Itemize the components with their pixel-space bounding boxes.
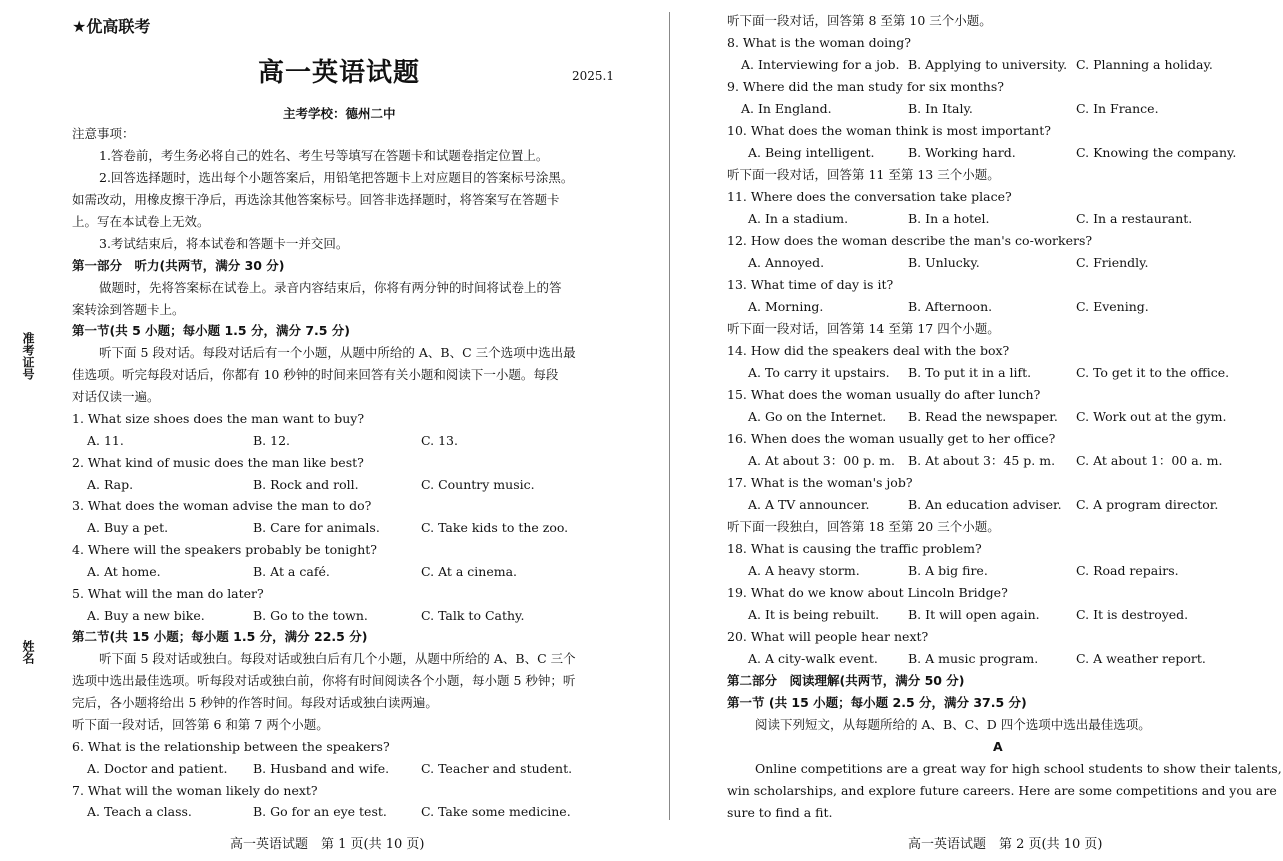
option-c: C. A program director. — [1076, 497, 1219, 512]
question-8: 8. What is the woman doing? — [727, 35, 911, 50]
passage-label: A — [993, 739, 1003, 754]
option-b: B. Husband and wife. — [253, 761, 390, 776]
notice-line: 2.回答选择题时，选出每个小题答案后，用铅笔把答题卡上对应题目的答案标号涂黑。 — [99, 170, 574, 185]
question-4: 4. Where will the speakers probably be tonight? — [72, 542, 377, 557]
option-a: A. In a stadium. — [748, 211, 849, 226]
option-a: A. Interviewing for a job. — [741, 57, 900, 72]
option-a: A. In England. — [741, 101, 832, 116]
option-b: B. Working hard. — [908, 145, 1016, 160]
part1-intro-line: 做题时，先将答案标在试卷上。录音内容结束后，你将有两分钟的时间将试卷上的答 — [99, 280, 562, 295]
option-c: C. Planning a holiday. — [1076, 57, 1213, 72]
page-divider — [669, 12, 670, 820]
option-a: A. Buy a pet. — [87, 520, 169, 535]
instruction-6-7: 听下面一段对话，回答第 6 和第 7 两个小题。 — [72, 717, 329, 732]
option-c: C. Talk to Cathy. — [421, 608, 525, 623]
option-b: B. In a hotel. — [908, 211, 990, 226]
option-a: A. 11. — [87, 433, 124, 448]
section1-intro-line: 听下面 5 段对话。每段对话后有一个小题，从题中所给的 A、B、C 三个选项中选出最 — [99, 345, 576, 360]
option-b: B. It will open again. — [908, 607, 1040, 622]
brand-label: ★优高联考 — [72, 17, 151, 36]
question-12: 12. How does the woman describe the man's co-workers? — [727, 233, 1093, 248]
question-9: 9. Where did the man study for six months? — [727, 79, 1004, 94]
notice-line: 1.答卷前，考生务必将自己的姓名、考生号等填写在答题卡和试题卷指定位置上。 — [99, 148, 549, 163]
option-b: B. A big fire. — [908, 563, 988, 578]
option-c: C. To get it to the office. — [1076, 365, 1230, 380]
question-15: 15. What does the woman usually do after lunch? — [727, 387, 1041, 402]
option-c: C. Take kids to the zoo. — [421, 520, 569, 535]
option-a: A. A TV announcer. — [748, 497, 870, 512]
section1-intro-line: 佳选项。听完每段对话后，你都有 10 秒钟的时间来回答有关小题和阅读下一小题。每段 — [72, 367, 559, 382]
side-label-exam-id: 准考证号 — [21, 332, 35, 380]
option-c: C. A weather report. — [1076, 651, 1206, 666]
option-a: A. At about 3：00 p. m. — [748, 453, 895, 468]
option-c: C. 13. — [421, 433, 458, 448]
option-a: A. Doctor and patient. — [87, 761, 228, 776]
option-a: A. At home. — [87, 564, 161, 579]
question-2: 2. What kind of music does the man like best? — [72, 455, 364, 470]
option-b: B. Afternoon. — [908, 299, 993, 314]
page-footer-left: 高一英语试题 第 1 页(共 10 页) — [230, 837, 425, 852]
question-6: 6. What is the relationship between the speakers? — [72, 739, 390, 754]
passage-line: Online competitions are a great way for high school students to show their talents, — [755, 761, 1282, 776]
option-a: A. To carry it upstairs. — [748, 365, 890, 380]
question-20: 20. What will people hear next? — [727, 629, 929, 644]
option-a: A. Rap. — [87, 477, 134, 492]
option-b: B. A music program. — [908, 651, 1039, 666]
option-b: B. Go for an eye test. — [253, 804, 387, 819]
part2-heading: 第二部分 阅读理解(共两节，满分 50 分) — [727, 673, 965, 688]
part2-section1-intro: 阅读下列短文，从每题所给的 A、B、C、D 四个选项中选出最佳选项。 — [755, 717, 1151, 732]
option-a: A. Being intelligent. — [748, 145, 875, 160]
section2-intro-line: 听下面 5 段对话或独白。每段对话或独白后有几个小题，从题中所给的 A、B、C 三个 — [99, 651, 576, 666]
page-title: 高一英语试题 — [258, 58, 421, 88]
question-10: 10. What does the woman think is most important? — [727, 123, 1051, 138]
passage-line: win scholarships, and explore future careers. Here are some competitions and you are — [727, 783, 1277, 798]
option-a: A. Annoyed. — [748, 255, 825, 270]
option-a: A. Teach a class. — [87, 804, 192, 819]
option-c: C. Friendly. — [1076, 255, 1149, 270]
section1-heading: 第一节(共 5 小题；每小题 1.5 分，满分 7.5 分) — [72, 323, 351, 338]
notice-line: 上。写在本试卷上无效。 — [72, 214, 210, 229]
part2-section1-heading: 第一节 (共 15 小题；每小题 2.5 分，满分 37.5 分) — [727, 695, 1027, 710]
option-c: C. It is destroyed. — [1076, 607, 1189, 622]
question-14: 14. How did the speakers deal with the box? — [727, 343, 1010, 358]
instruction-18-20: 听下面一段独白，回答第 18 至第 20 三个小题。 — [727, 519, 1000, 534]
question-7: 7. What will the woman likely do next? — [72, 783, 318, 798]
side-label-name: 姓名 — [21, 640, 35, 664]
option-b: B. Go to the town. — [253, 608, 368, 623]
option-c: C. Country music. — [421, 477, 535, 492]
option-b: B. At about 3：45 p. m. — [908, 453, 1056, 468]
option-c: C. Take some medicine. — [421, 804, 571, 819]
part1-heading: 第一部分 听力(共两节，满分 30 分) — [72, 258, 285, 273]
page-footer-right: 高一英语试题 第 2 页(共 10 页) — [908, 837, 1103, 852]
notice-line: 3.考试结束后，将本试卷和答题卡一并交回。 — [99, 236, 349, 251]
host-school: 主考学校：德州二中 — [283, 106, 396, 121]
instruction-11-13: 听下面一段对话，回答第 11 至第 13 三个小题。 — [727, 167, 1000, 182]
notice-line: 如需改动，用橡皮擦干净后，再选涂其他答案标号。回答非选择题时，将答案写在答题卡 — [72, 192, 560, 207]
option-c: C. At a cinema. — [421, 564, 518, 579]
section2-intro-line: 完后，各小题将给出 5 秒钟的作答时间。每段对话或独白读两遍。 — [72, 695, 438, 710]
option-b: B. An education adviser. — [908, 497, 1062, 512]
question-19: 19. What do we know about Lincoln Bridge? — [727, 585, 1008, 600]
option-b: B. To put it in a lift. — [908, 365, 1032, 380]
option-a: A. Morning. — [748, 299, 824, 314]
option-c: C. At about 1：00 a. m. — [1076, 453, 1223, 468]
option-b: B. Applying to university. — [908, 57, 1068, 72]
section2-intro-line: 选项中选出最佳选项。听每段对话或独白前，你将有时间阅读各个小题，每小题 5 秒钟；听 — [72, 673, 576, 688]
option-b: B. 12. — [253, 433, 291, 448]
option-a: A. A city-walk event. — [748, 651, 878, 666]
instruction-14-17: 听下面一段对话，回答第 14 至第 17 四个小题。 — [727, 321, 1000, 336]
question-1: 1. What size shoes does the man want to buy? — [72, 411, 365, 426]
exam-date: 2025.1 — [572, 69, 614, 83]
question-11: 11. Where does the conversation take place? — [727, 189, 1012, 204]
question-18: 18. What is causing the traffic problem? — [727, 541, 982, 556]
section1-intro-line: 对话仅读一遍。 — [72, 389, 160, 404]
option-c: C. Work out at the gym. — [1076, 409, 1227, 424]
option-a: A. Go on the Internet. — [748, 409, 887, 424]
question-17: 17. What is the woman's job? — [727, 475, 913, 490]
option-c: C. Knowing the company. — [1076, 145, 1237, 160]
question-13: 13. What time of day is it? — [727, 277, 894, 292]
instruction-8-10: 听下面一段对话，回答第 8 至第 10 三个小题。 — [727, 13, 992, 28]
question-5: 5. What will the man do later? — [72, 586, 264, 601]
section2-heading: 第二节(共 15 小题；每小题 1.5 分，满分 22.5 分) — [72, 629, 368, 644]
option-c: C. Teacher and student. — [421, 761, 573, 776]
option-c: C. In a restaurant. — [1076, 211, 1193, 226]
option-b: B. Rock and roll. — [253, 477, 359, 492]
notice-heading: 注意事项： — [72, 126, 135, 141]
part1-intro-line: 案转涂到答题卡上。 — [72, 302, 185, 317]
option-c: C. Evening. — [1076, 299, 1149, 314]
option-b: B. Care for animals. — [253, 520, 380, 535]
option-c: C. In France. — [1076, 101, 1159, 116]
question-16: 16. When does the woman usually get to her office? — [727, 431, 1056, 446]
option-b: B. In Italy. — [908, 101, 973, 116]
option-a: A. A heavy storm. — [748, 563, 860, 578]
option-b: B. Unlucky. — [908, 255, 980, 270]
option-b: B. Read the newspaper. — [908, 409, 1058, 424]
option-a: A. It is being rebuilt. — [748, 607, 880, 622]
question-3: 3. What does the woman advise the man to do? — [72, 498, 372, 513]
option-b: B. At a café. — [253, 564, 330, 579]
passage-line: sure to find a fit. — [727, 805, 833, 820]
option-c: C. Road repairs. — [1076, 563, 1179, 578]
option-a: A. Buy a new bike. — [87, 608, 205, 623]
